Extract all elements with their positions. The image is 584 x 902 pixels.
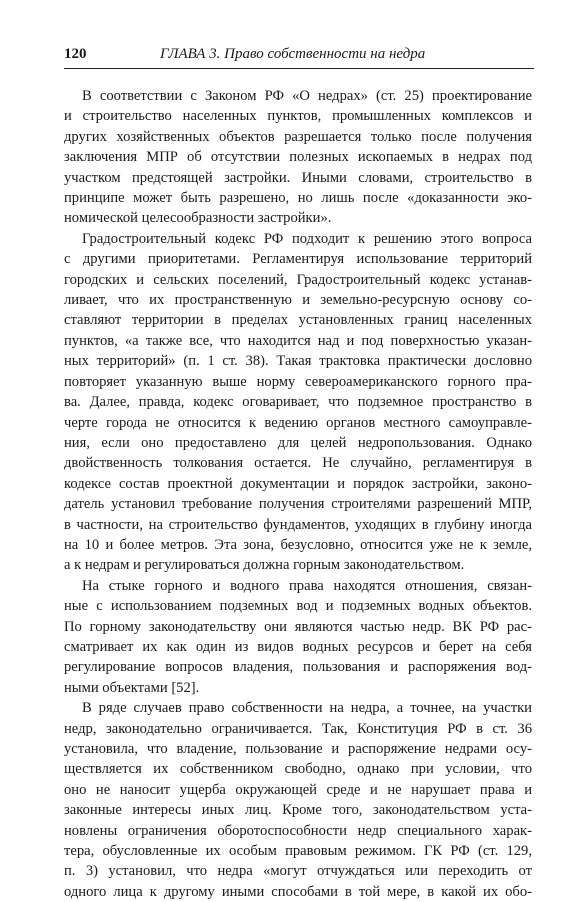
text-line: ливает, что их пространственную и земельно-ресурсную основу со- xyxy=(64,292,532,309)
text-line: повторяет указанную выше норму североамериканского горного пра- xyxy=(64,373,532,390)
text-line: пунктов, «а также все, что находится над и под поверхностью указан- xyxy=(64,332,532,349)
text-line: и строительство населенных пунктов, промышленных комплексов и xyxy=(64,108,532,125)
text-line: ществляется их собственником свободно, однако при условии, что xyxy=(64,761,532,778)
page-header xyxy=(64,44,534,69)
text-line: в частности, на строительство фундаментов, уходящих в глубину иногда xyxy=(64,516,532,533)
text-line: номической целесообразности застройки». xyxy=(64,210,332,227)
paragraph xyxy=(64,86,532,229)
text-line: участком предстоящей застройки. Иными словами, строительство в xyxy=(64,169,532,186)
text-line: ва. Далее, правда, кодекс оговаривает, что подземное пространство в xyxy=(64,394,532,411)
text-line: тера, обусловленные их особым правовым режимом. ГК РФ (ст. 129, xyxy=(64,843,532,860)
text-line: датель установил требование получения строителями разрешений МПР, xyxy=(64,496,532,513)
text-line: На стыке горного и водного права находятся отношения, связан- xyxy=(82,577,532,594)
text-line: законные интересы иных лиц. Кроме того, законодательством уста- xyxy=(64,802,532,819)
text-line: ными объектами [52]. xyxy=(64,679,200,696)
paragraph xyxy=(64,698,532,902)
text-line: принципе может быть разрешено, но лишь после «доказанности эко- xyxy=(64,190,532,207)
text-line: В ряде случаев право собственности на недра, а точнее, на участки xyxy=(82,700,532,717)
text-line: ния, если оно предоставлено для целей недропользования. Однако xyxy=(64,434,532,451)
text-line: кодексе состав проектной документации и порядок застройки, законо- xyxy=(64,475,532,492)
text-line: регулирование вопросов владения, пользования и распоряжения вод- xyxy=(64,659,532,676)
text-line: двойственность толкования остается. Не случайно, регламентируя в xyxy=(64,455,532,472)
text-line: недр, законодательно ограничивается. Так, Конституция РФ в ст. 36 xyxy=(64,720,532,737)
paragraph xyxy=(64,229,532,576)
text-line: заключения МПР об отсутствии полезных ископаемых в недрах под xyxy=(64,149,532,166)
text-line: Градостроительный кодекс РФ подходит к решению этого вопроса xyxy=(82,230,532,247)
text-line: городских и сельских поселений, Градостроительный кодекс устанав- xyxy=(64,271,532,288)
text-line: п. 3) установил, что недра «могут отчуждаться или переходить от xyxy=(64,863,532,880)
text-line: а к недрам и регулироваться должна горным законодательством. xyxy=(64,557,465,574)
text-line: установила, что владение, пользование и распоряжение недрами осу- xyxy=(64,741,532,757)
text-line: новлены ограничения оборотоспособности недр специального харак- xyxy=(64,822,532,839)
text-line: других хозяйственных объектов разрешается только после получения xyxy=(64,128,532,145)
text-line: черте города не относится к ведению органов местного самоуправле- xyxy=(64,414,532,431)
text-line: оно не наносит ущерба окружающей среде и не нарушает права и xyxy=(64,781,532,798)
text-line: сматривает их как один из видов водных ресурсов и берет на себя xyxy=(64,638,532,655)
text-line: В соответствии с Законом РФ «О недрах» (ст. 25) проектирование xyxy=(82,88,532,104)
text-line: одного лица к другому иными способами в той мере, в какой их обо- xyxy=(64,883,532,900)
text-line: ные с использованием подземных вод и подземных водных объектов. xyxy=(64,598,532,615)
running-head: ГЛАВА 3. Право собственности на недра xyxy=(160,46,426,62)
text-line: По горному законодательству они являются частью недр. ВК РФ рас- xyxy=(64,618,532,635)
body-text xyxy=(64,86,532,902)
paragraph xyxy=(64,576,532,698)
text-line: ставляют территории в пределах установленных границ населенных xyxy=(64,312,532,329)
text-line: с другими приоритетами. Регламентируя использование территорий xyxy=(64,251,532,268)
text-line: на 10 и более метров. Эта зона, безусловно, относится уже не к земле, xyxy=(64,536,532,553)
page-number: 120 xyxy=(64,46,87,62)
text-line: ных территорий» (п. 1 ст. 38). Такая трактовка практически дословно xyxy=(64,353,532,370)
